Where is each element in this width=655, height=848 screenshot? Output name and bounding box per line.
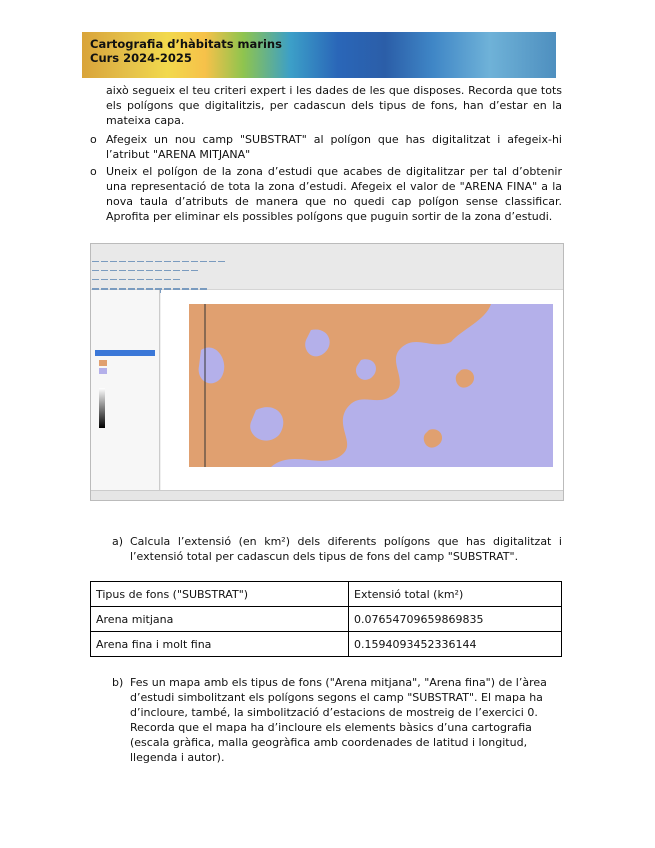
status-bar (91, 490, 563, 500)
question-a-text: Calcula l’extensió (en km²) dels diferents polígons que has digitalitzat i l’extensió total per cadascun dels tipus de fons del camp "SUBSTRAT". (130, 535, 562, 563)
table-cell: 0.1594093452336144 (349, 632, 562, 657)
table-cell: 0.07654709659869835 (349, 607, 562, 632)
table-header-extensio: Extensió total (km²) (349, 582, 562, 607)
table-header-substrat: Tipus de fons ("SUBSTRAT") (91, 582, 349, 607)
bullet-marker-1: o (90, 133, 97, 146)
map-canvas[interactable] (161, 290, 563, 490)
legend-swatch-mitjana (99, 360, 107, 366)
toolbar-4 (91, 280, 563, 290)
table-header-row (91, 582, 562, 607)
header-title: Cartografia d’hàbitats marins (90, 37, 282, 51)
table-row (91, 632, 562, 657)
selected-layer-row (95, 350, 155, 356)
bullet-text-1: Afegeix un nou camp "SUBSTRAT" al polígon que has digitalitzat i afegeix-hi l’atribut "ARENA MITJANA" (106, 133, 562, 161)
hole-2 (250, 407, 283, 440)
header-course: Curs 2024-2025 (90, 51, 192, 65)
question-a-marker: a) (112, 535, 124, 548)
legend-swatch-fina (99, 368, 107, 374)
table-row (91, 607, 562, 632)
question-b-text: Fes un mapa amb els tipus de fons ("Arena mitjana", "Arena fina") de l’àrea d’estudi simbolitzant els polígons segons el camp "SUBSTRAT". El mapa ha d’incloure, també, la simbolització d’estacions de mostreig de l’exercici 0. Recorda que el mapa ha d’incloure els elements bàsics d’una cartografia (escala gràfica, malla geogràfica amb coordenades de latitud i longitud, llegenda i autor). (130, 676, 547, 764)
bullet-marker-2: o (90, 165, 97, 178)
qgis-screenshot (90, 243, 564, 501)
raster-legend (99, 388, 105, 428)
substrate-map (161, 290, 564, 492)
table-cell: Arena mitjana (91, 607, 349, 632)
extent-table (90, 581, 562, 657)
layers-panel (91, 290, 160, 490)
table-cell: Arena fina i molt fina (91, 632, 349, 657)
bullet-text-2: Uneix el polígon de la zona d’estudi que acabes de digitalitzar per tal d’obtenir una representació de tota la zona d’estudi. Afegeix el valor de "ARENA FINA" a la nova taula d’atributs de manera que no quedi cap polígon sense classificar. Aprofita per eliminar els possibles polígons que puguin sortir de la zona d’estudi. (106, 165, 562, 223)
header-banner (82, 32, 556, 78)
intro-paragraph: això segueix el teu criteri expert i les dades de les que disposes. Recorda que tots els polígons que digitalitzis, per cadascun dels tipus de fons, han d’estar en la mateixa capa. (106, 84, 562, 127)
question-b-marker: b) (112, 676, 124, 689)
